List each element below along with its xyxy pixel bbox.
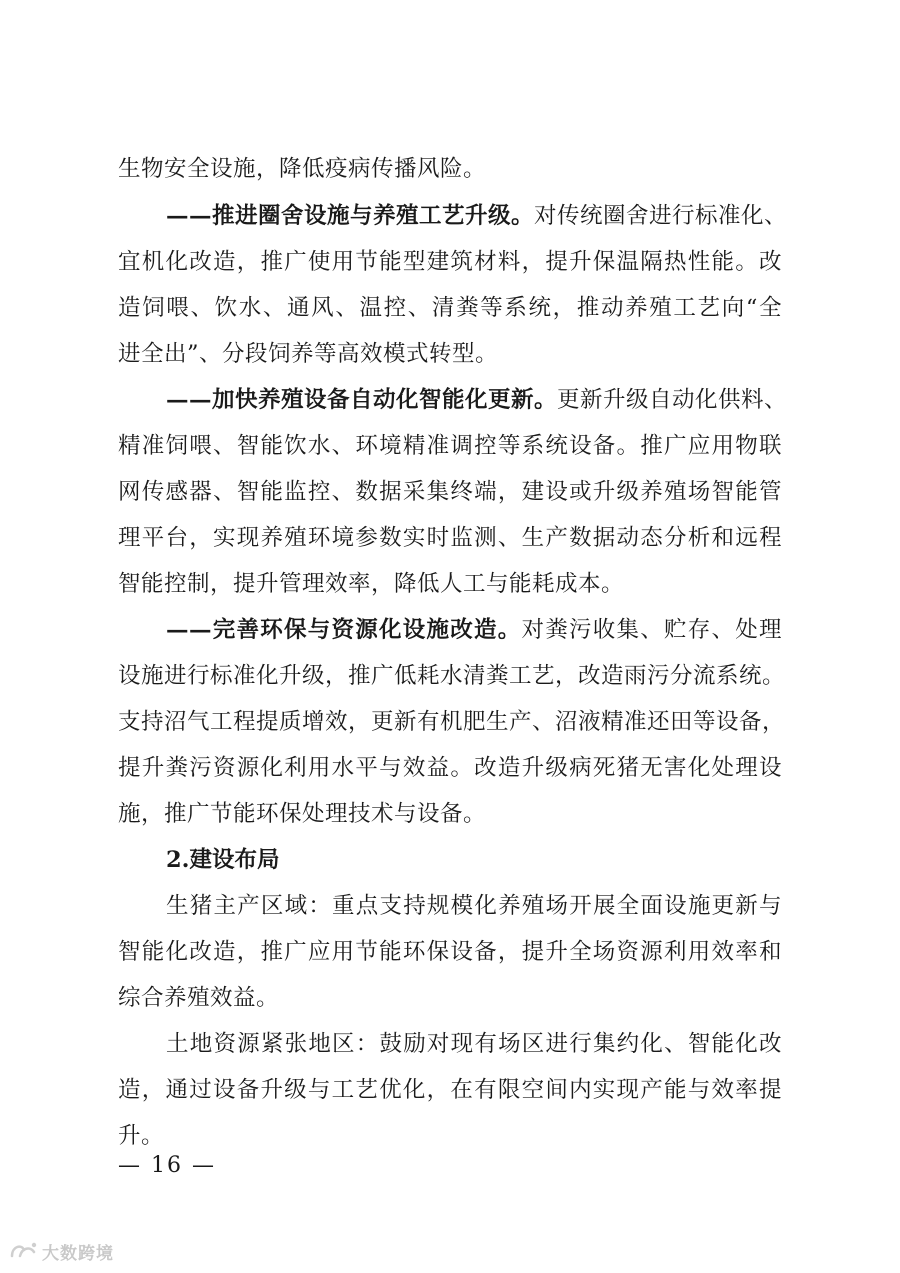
paragraph-line: 理平台，实现养殖环境参数实时监测、生产数据动态分析和远程	[118, 525, 782, 551]
paragraph-line: 土地资源紧张地区：鼓励对现有场区进行集约化、智能化改	[166, 1031, 782, 1057]
paragraph-line: 生猪主产区域：重点支持规模化养殖场开展全面设施更新与	[166, 893, 782, 919]
watermark-logo-icon	[8, 1240, 38, 1262]
paragraph-line: 升。	[118, 1123, 165, 1149]
paragraph-line: 智能控制，提升管理效率，降低人工与能耗成本。	[118, 571, 625, 597]
paragraph-line: 施，推广节能环保处理技术与设备。	[118, 801, 487, 827]
paragraph-line: 网传感器、智能监控、数据采集终端，建设或升级养殖场智能管	[118, 479, 782, 505]
paragraph-line: 进全出”、分段饲养等高效模式转型。	[118, 341, 499, 367]
paragraph-text: 对粪污收集、贮存、处理	[521, 617, 782, 643]
paragraph-text: 更新升级自动化供料、	[557, 387, 788, 413]
paragraph-line: 宜机化改造，推广使用节能型建筑材料，提升保温隔热性能。改	[118, 249, 782, 275]
subsection-heading: ——加快养殖设备自动化智能化更新。	[166, 387, 558, 413]
paragraph-line: 设施进行标准化升级，推广低耗水清粪工艺，改造雨污分流系统。	[118, 663, 786, 689]
section-heading: 2.建设布局	[166, 847, 280, 873]
paragraph-line: 造饲喂、饮水、通风、温控、清粪等系统，推动养殖工艺向“全	[118, 295, 782, 321]
subsection-heading: ——推进圈舍设施与养殖工艺升级。	[166, 203, 535, 229]
paragraph-line: 智能化改造，推广应用节能环保设备，提升全场资源利用效率和	[118, 939, 782, 965]
paragraph-line: 提升粪污资源化利用水平与效益。改造升级病死猪无害化处理设	[118, 755, 782, 781]
watermark	[8, 1238, 114, 1264]
paragraph-line: 支持沼气工程提质增效，更新有机肥生产、沼液精准还田等设备，	[118, 709, 786, 735]
subsection-heading: ——完善环保与资源化设施改造。	[166, 617, 522, 643]
paragraph-line: 生物安全设施，降低疫病传播风险。	[118, 156, 487, 182]
paragraph-line: 造，通过设备升级与工艺优化，在有限空间内实现产能与效率提	[118, 1077, 782, 1103]
watermark-text: 大数跨境	[42, 1243, 114, 1264]
paragraph-line: 精准饲喂、智能饮水、环境精准调控等系统设备。推广应用物联	[118, 433, 782, 459]
paragraph-line: 综合养殖效益。	[118, 985, 280, 1011]
paragraph-text: 对传统圈舍进行标准化、	[534, 203, 788, 229]
paragraph-line	[166, 385, 788, 415]
paragraph-line	[166, 201, 788, 231]
paragraph-line	[166, 615, 782, 645]
page-number: — 16 —	[118, 1153, 216, 1178]
